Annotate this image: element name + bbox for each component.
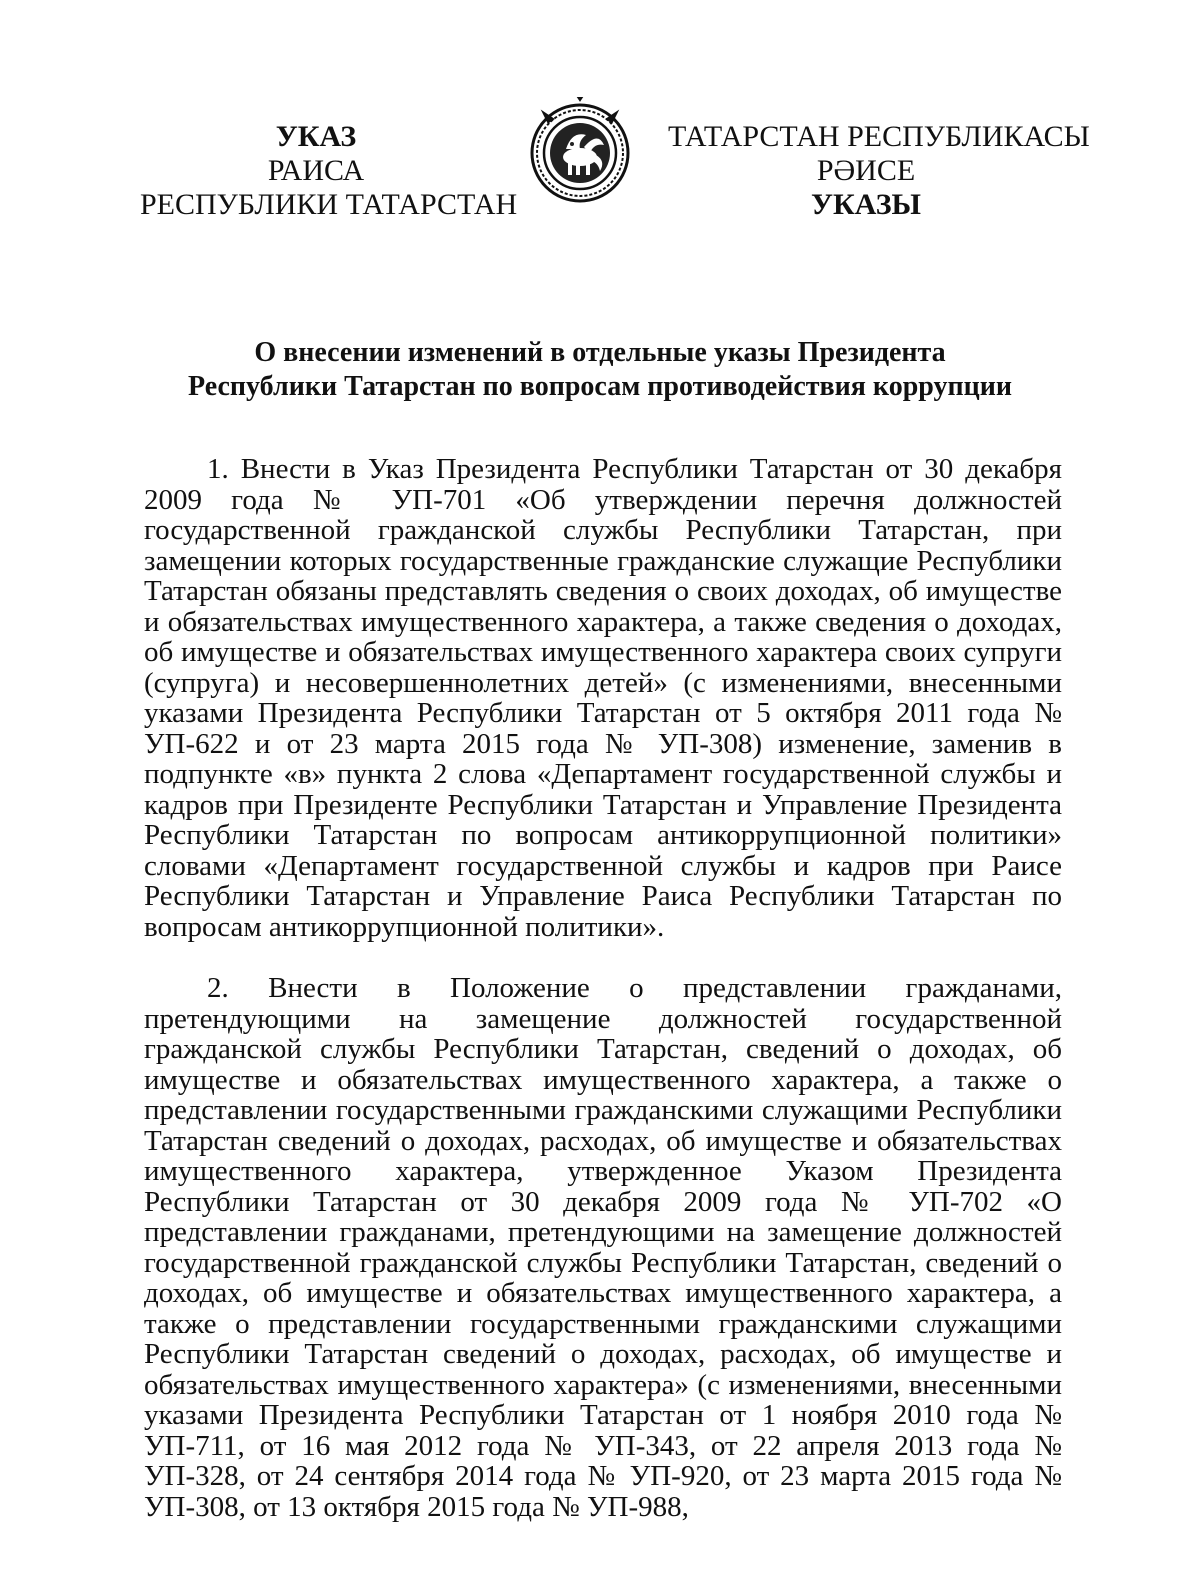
- decree-body: [144, 454, 1062, 1522]
- header-right-line2: РӘИСЕ: [816, 154, 916, 187]
- header-left-line3: РЕСПУБЛИКИ ТАТАРСТАН: [140, 188, 518, 221]
- decree-title: [100, 336, 1100, 404]
- header-tatar: [668, 120, 1090, 222]
- title-line1: О внесении изменений в отдельные указы Президента: [254, 337, 946, 368]
- paragraph-2: 2. Внести в Положение о представлении гражданами, претендующими на замещение должностей государственной гражданской службы Республики Татарстан, сведений о доходах, об имуществе и обязательствах имущественного характера, а также о представлении государственными гражданскими служащими Республики Татарстан сведений о доходах, расходах, об имуществе и обязательствах имущественного характера, утвержденное Указом Президента Республики Татарстан от 30 декабря 2009 года № УП-702 «О представлении гражданами, претендующими на замещение должностей государственной гражданской службы Республики Татарстан, сведений о доходах, об имуществе и обязательствах имущественного характера, а также о представлении государственными гражданскими служащими Республики Татарстан сведений о доходах, расходах, об имуществе и обязательствах имущественного характера» (с изменениями, внесенными указами Президента Республики Татарстан от 1 ноября 2010 года № УП-711, от 16 мая 2012 года № УП-343, от 22 апреля 2013 года № УП-328, от 24 сентября 2014 года № УП-920, от 23 марта 2015 года № УП-308, от 13 октября 2015 года № УП-988,: [144, 972, 1062, 1523]
- header-right-line3: УКАЗЫ: [811, 188, 921, 221]
- tatarstan-coat-of-arms-icon: [528, 97, 632, 209]
- header-left-line1: УКАЗ: [275, 120, 357, 153]
- title-line2: Республики Татарстан по вопросам противодействия коррупции: [187, 371, 1013, 402]
- header-left-line2: РАИСА: [267, 154, 365, 187]
- paragraph-1: 1. Внести в Указ Президента Республики Татарстан от 30 декабря 2009 года № УП-701 «Об утверждении перечня должностей государственной гражданской службы Республики Татарстан, при замещении которых государственные гражданские служащие Республики Татарстан обязаны представлять сведения о своих доходах, об имуществе и обязательствах имущественного характера, а также сведения о доходах, об имуществе и обязательствах имущественного характера своих супруги (супруга) и несовершеннолетних детей» (с изменениями, внесенными указами Президента Республики Татарстан от 5 октября 2011 года № УП-622 и от 23 марта 2015 года № УП-308) изменение, заменив в подпункте «в» пункта 2 слова «Департамент государственной службы и кадров при Президенте Республики Татарстан и Управление Президента Республики Татарстан по вопросам антикоррупционной политики» словами «Департамент государственной службы и кадров при Раисе Республики Татарстан и Управление Раиса Республики Татарстан по вопросам антикоррупционной политики».: [144, 453, 1062, 943]
- header-right-line1: ТАТАРСТАН РЕСПУБЛИКАСЫ: [668, 120, 1090, 153]
- header-russian: [140, 120, 518, 222]
